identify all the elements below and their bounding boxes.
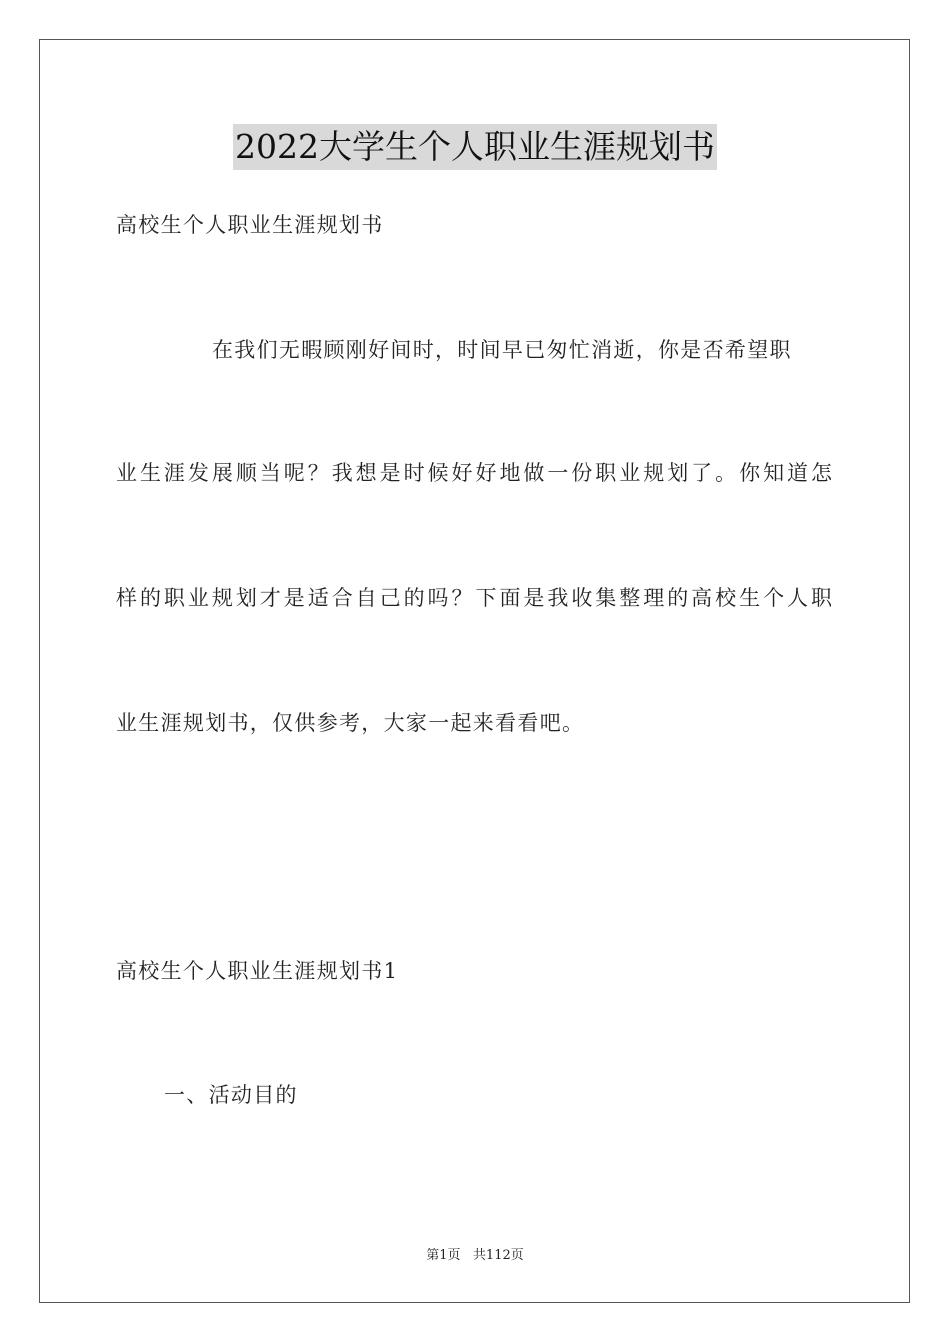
page-number: 第1页 bbox=[426, 1248, 461, 1263]
page-footer bbox=[0, 1247, 950, 1265]
intro-line-1: 在我们无暇顾刚好间时，时间早已匆忙消逝，你是否希望职 bbox=[212, 338, 792, 362]
title-wrapper bbox=[0, 124, 950, 170]
intro-line-3: 样的职业规划才是适合自己的吗？下面是我收集整理的高校生个人职 bbox=[116, 586, 832, 610]
section-heading: 高校生个人职业生涯规划书1 bbox=[116, 959, 399, 983]
document-subtitle: 高校生个人职业生涯规划书 bbox=[116, 213, 384, 237]
document-title: 2022大学生个人职业生涯规划书 bbox=[233, 124, 717, 170]
page-total: 共112页 bbox=[472, 1248, 524, 1263]
intro-line-2: 业生涯发展顺当呢？我想是时候好好地做一份职业规划了。你知道怎 bbox=[116, 461, 832, 485]
sub-heading: 一、活动目的 bbox=[164, 1083, 298, 1107]
intro-line-4: 业生涯规划书，仅供参考，大家一起来看看吧。 bbox=[116, 711, 585, 735]
